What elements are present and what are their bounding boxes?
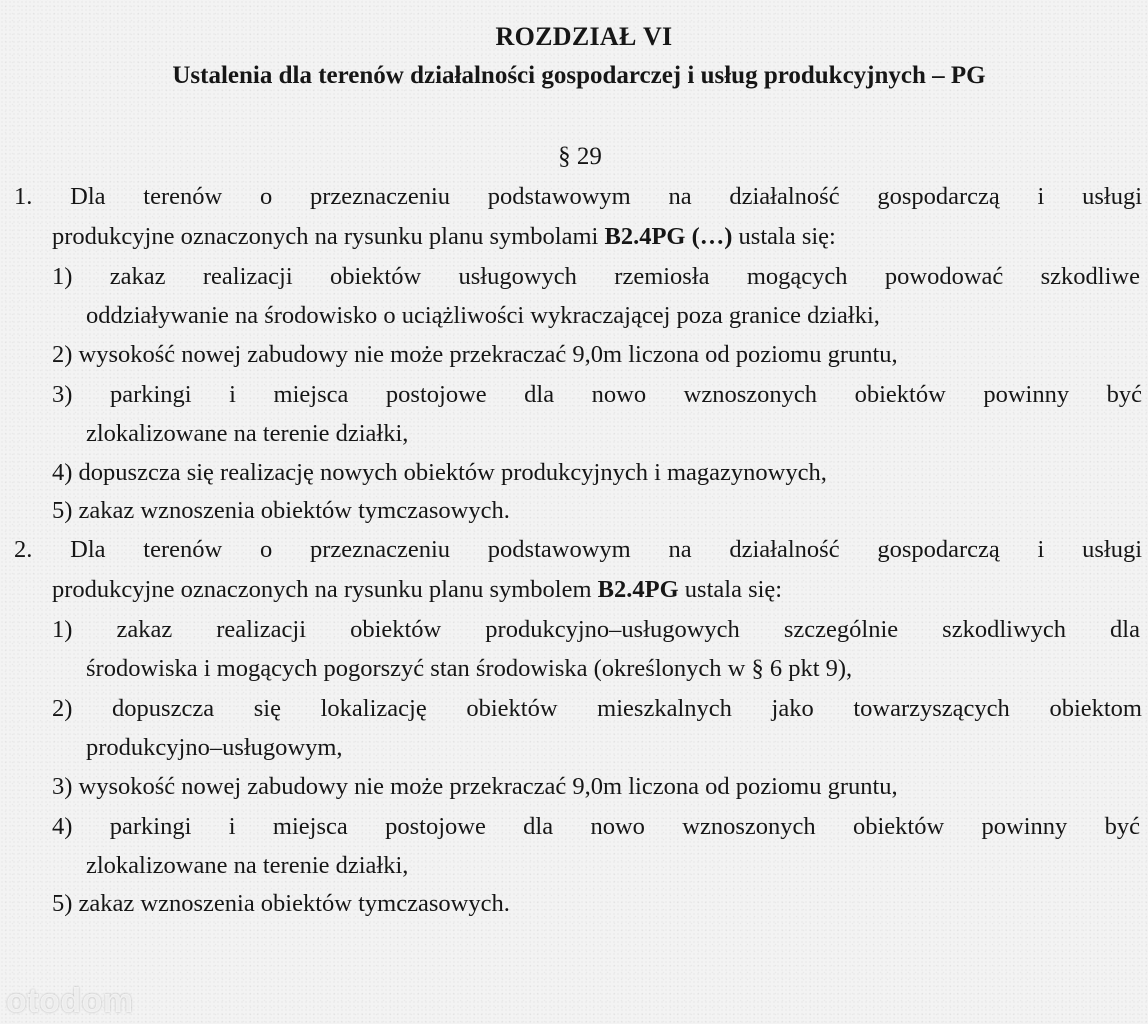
section-2-item-5: 5) zakaz wznoszenia obiektów tymczasowych. xyxy=(52,890,510,917)
section-2-item-4-line-1: 4) parkingi i miejsca postojowe dla nowo wznoszonych obiektów powinny być xyxy=(52,813,1140,840)
symbol-label: B2.4PG xyxy=(597,576,679,603)
section-2-item-2-line-1: 2) dopuszcza się lokalizację obiektów mieszkalnych jako towarzyszących obiektom xyxy=(52,695,1142,722)
otodom-watermark: otodom xyxy=(6,982,134,1020)
section-1-item-3-line-1: 3) parkingi i miejsca postojowe dla nowo wznoszonych obiektów powinny być xyxy=(52,381,1142,408)
section-1-item-1-line-2: oddziaływanie na środowisko o uciążliwości wykraczającej poza granice działki, xyxy=(86,302,880,329)
paragraph-number: § 29 xyxy=(558,143,602,170)
section-2-item-1-line-1: 1) zakaz realizacji obiektów produkcyjno–usługowych szczególnie szkodliwych dla xyxy=(52,616,1140,643)
section-2-intro-line-1: 2. Dla terenów o przeznaczeniu podstawowym na działalność gospodarczą i usługi xyxy=(14,536,1142,563)
section-2-item-2-line-2: produkcyjno–usługowym, xyxy=(86,734,343,761)
section-1-item-2: 2) wysokość nowej zabudowy nie może przekraczać 9,0m liczona od poziomu gruntu, xyxy=(52,341,898,368)
chapter-subtitle: Ustalenia dla terenów działalności gospodarczej i usług produkcyjnych – PG xyxy=(172,62,986,89)
section-1-intro-line-2: produkcyjne oznaczonych na rysunku planu symbolami B2.4PG (…) ustala się: xyxy=(52,223,836,250)
section-1-item-5: 5) zakaz wznoszenia obiektów tymczasowych. xyxy=(52,497,510,524)
section-1-item-3-line-2: zlokalizowane na terenie działki, xyxy=(86,420,409,447)
section-1-intro-line-1: 1. Dla terenów o przeznaczeniu podstawowym na działalność gospodarczą i usługi xyxy=(14,183,1142,210)
section-1-item-1-line-1: 1) zakaz realizacji obiektów usługowych rzemiosła mogących powodować szkodliwe xyxy=(52,263,1140,290)
section-1-item-4: 4) dopuszcza się realizację nowych obiektów produkcyjnych i magazynowych, xyxy=(52,459,827,486)
chapter-title: ROZDZIAŁ VI xyxy=(495,22,673,51)
section-2-item-4-line-2: zlokalizowane na terenie działki, xyxy=(86,852,409,879)
symbol-label: B2.4PG (…) xyxy=(604,223,733,250)
section-2-item-3: 3) wysokość nowej zabudowy nie może przekraczać 9,0m liczona od poziomu gruntu, xyxy=(52,773,898,800)
section-2-item-1-line-2: środowiska i mogących pogorszyć stan środowiska (określonych w § 6 pkt 9), xyxy=(86,655,853,682)
section-2-intro-line-2: produkcyjne oznaczonych na rysunku planu symbolem B2.4PG ustala się: xyxy=(52,576,783,603)
